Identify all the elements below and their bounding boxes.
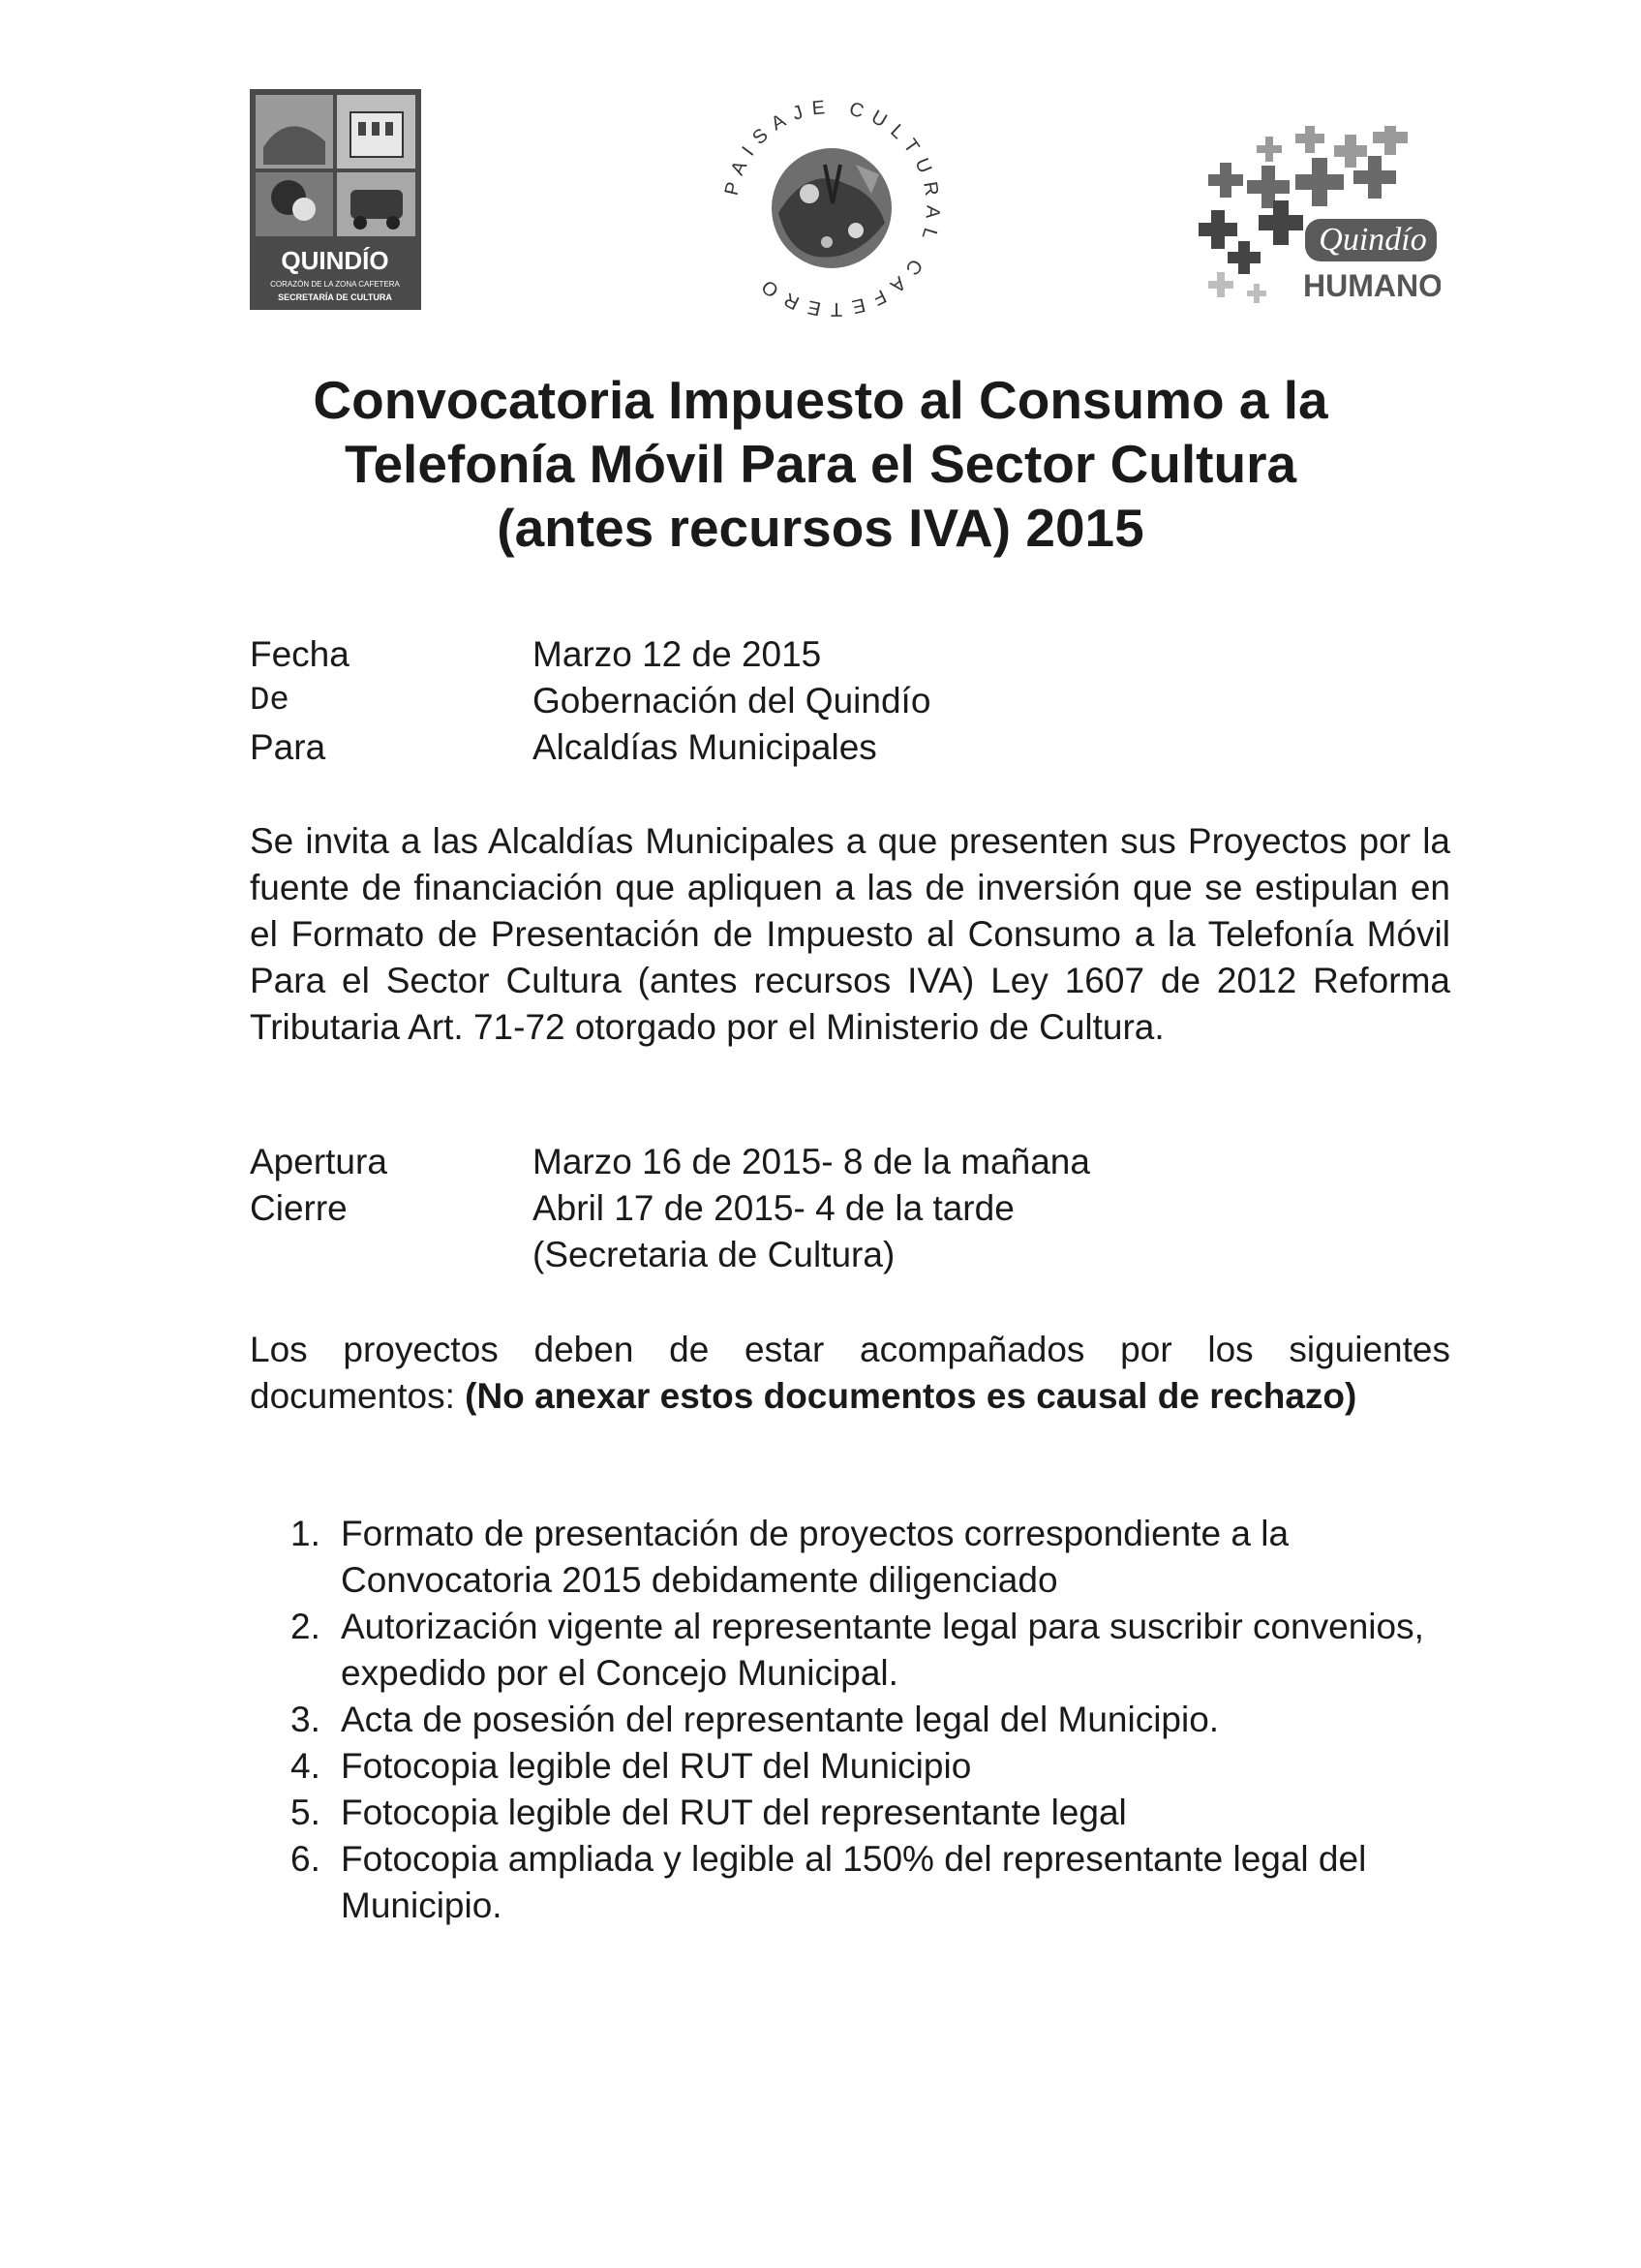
invitation-paragraph: Se invita a las Alcaldías Municipales a que presenten sus Proyectos por la fuente de financiación que apliquen a las de inversión que se estipulan en el Formato de Presentación de Impuesto al Consumo a la Telefonía Móvil Para el Sector Cultura (antes recursos IVA) Ley 1607 de 2012 Reforma Tributaria Art. 71-72 otorgado por el Ministerio de Cultura. — [250, 821, 1450, 1047]
closing-value: Abril 17 de 2015- 4 de la tarde — [532, 1188, 1015, 1228]
location-label — [250, 1232, 532, 1278]
list-item-number: 4. — [290, 1746, 320, 1786]
list-item-text: Formato de presentación de proyectos correspondiente a la Convocatoria 2015 debidamente diligenciado — [341, 1514, 1290, 1600]
memo-to-value: Alcaldías Municipales — [532, 727, 877, 767]
list-item — [290, 1511, 1428, 1604]
closing-label: Cierre — [250, 1188, 348, 1228]
memo-from-value: Gobernación del Quindío — [532, 681, 931, 720]
memo-from-row — [250, 678, 930, 724]
list-item — [290, 1790, 1428, 1836]
title-line-1: Convocatoria Impuesto al Consumo a la — [313, 370, 1328, 430]
requirements-warning: (No anexar estos documentos es causal de rechazo) — [465, 1376, 1357, 1416]
list-item-text: Fotocopia legible del RUT del representante legal — [341, 1793, 1127, 1832]
memo-date-value: Marzo 12 de 2015 — [532, 634, 822, 674]
list-item-number: 6. — [290, 1839, 320, 1879]
title-line-2: Telefonía Móvil Para el Sector Cultura — [344, 434, 1297, 494]
humano-logo-script: Quindío — [1319, 222, 1427, 258]
list-item — [290, 1743, 1428, 1790]
opening-label: Apertura — [250, 1142, 387, 1181]
quindio-logo-subtitle: CORAZÓN DE LA ZONA CAFETERA — [270, 280, 400, 289]
quindio-humano-logo — [1189, 126, 1441, 320]
coffee-landscape-icon — [720, 97, 943, 320]
memo-date-label: Fecha — [250, 634, 349, 674]
list-item-number: 2. — [290, 1607, 320, 1646]
memo-header — [250, 631, 930, 771]
list-item-number: 3. — [290, 1700, 320, 1739]
document-title — [194, 368, 1447, 560]
location-row — [250, 1232, 1090, 1278]
requirements-intro-text: Los proyectos deben de estar acompañados por los siguientes documentos: — [250, 1330, 1450, 1416]
quindio-logo-secretaria: SECRETARÍA DE CULTURA — [278, 292, 392, 302]
requirements-list — [290, 1511, 1428, 1929]
quindio-logo-icon — [250, 89, 421, 310]
closing-row — [250, 1185, 1090, 1232]
schedule-block — [250, 1139, 1090, 1278]
list-item-number: 5. — [290, 1793, 320, 1832]
list-item — [290, 1697, 1428, 1743]
memo-to-row — [250, 724, 930, 771]
opening-value: Marzo 16 de 2015- 8 de la mañana — [532, 1142, 1090, 1181]
paisaje-cultural-cafetero-logo — [720, 97, 943, 320]
list-item-text: Fotocopia ampliada y legible al 150% del representante legal del Municipio. — [341, 1839, 1367, 1925]
requirements-intro — [250, 1327, 1450, 1420]
location-value: (Secretaria de Cultura) — [532, 1235, 896, 1274]
memo-from-label: De — [250, 683, 289, 720]
list-item-number: 1. — [290, 1514, 320, 1553]
memo-to-label: Para — [250, 727, 326, 767]
title-line-3: (antes recursos IVA) 2015 — [497, 498, 1144, 558]
quindio-culture-logo — [250, 89, 421, 310]
list-item-text: Acta de posesión del representante legal del Municipio. — [341, 1700, 1220, 1739]
opening-row — [250, 1139, 1090, 1185]
list-item-text: Autorización vigente al representante legal para suscribir convenios, expedido por el Concejo Municipal. — [341, 1607, 1424, 1693]
list-item-text: Fotocopia legible del RUT del Municipio — [341, 1746, 972, 1786]
memo-date-row — [250, 631, 930, 678]
list-item — [290, 1836, 1428, 1929]
list-item — [290, 1604, 1428, 1697]
quindio-logo-text: QUINDÍO — [281, 246, 389, 275]
crosses-icon — [1189, 126, 1441, 320]
humano-logo-word: HUMANO — [1303, 268, 1441, 303]
paisaje-ring-text: PAISAJE CULTURAL CAFETERO — [720, 97, 943, 320]
